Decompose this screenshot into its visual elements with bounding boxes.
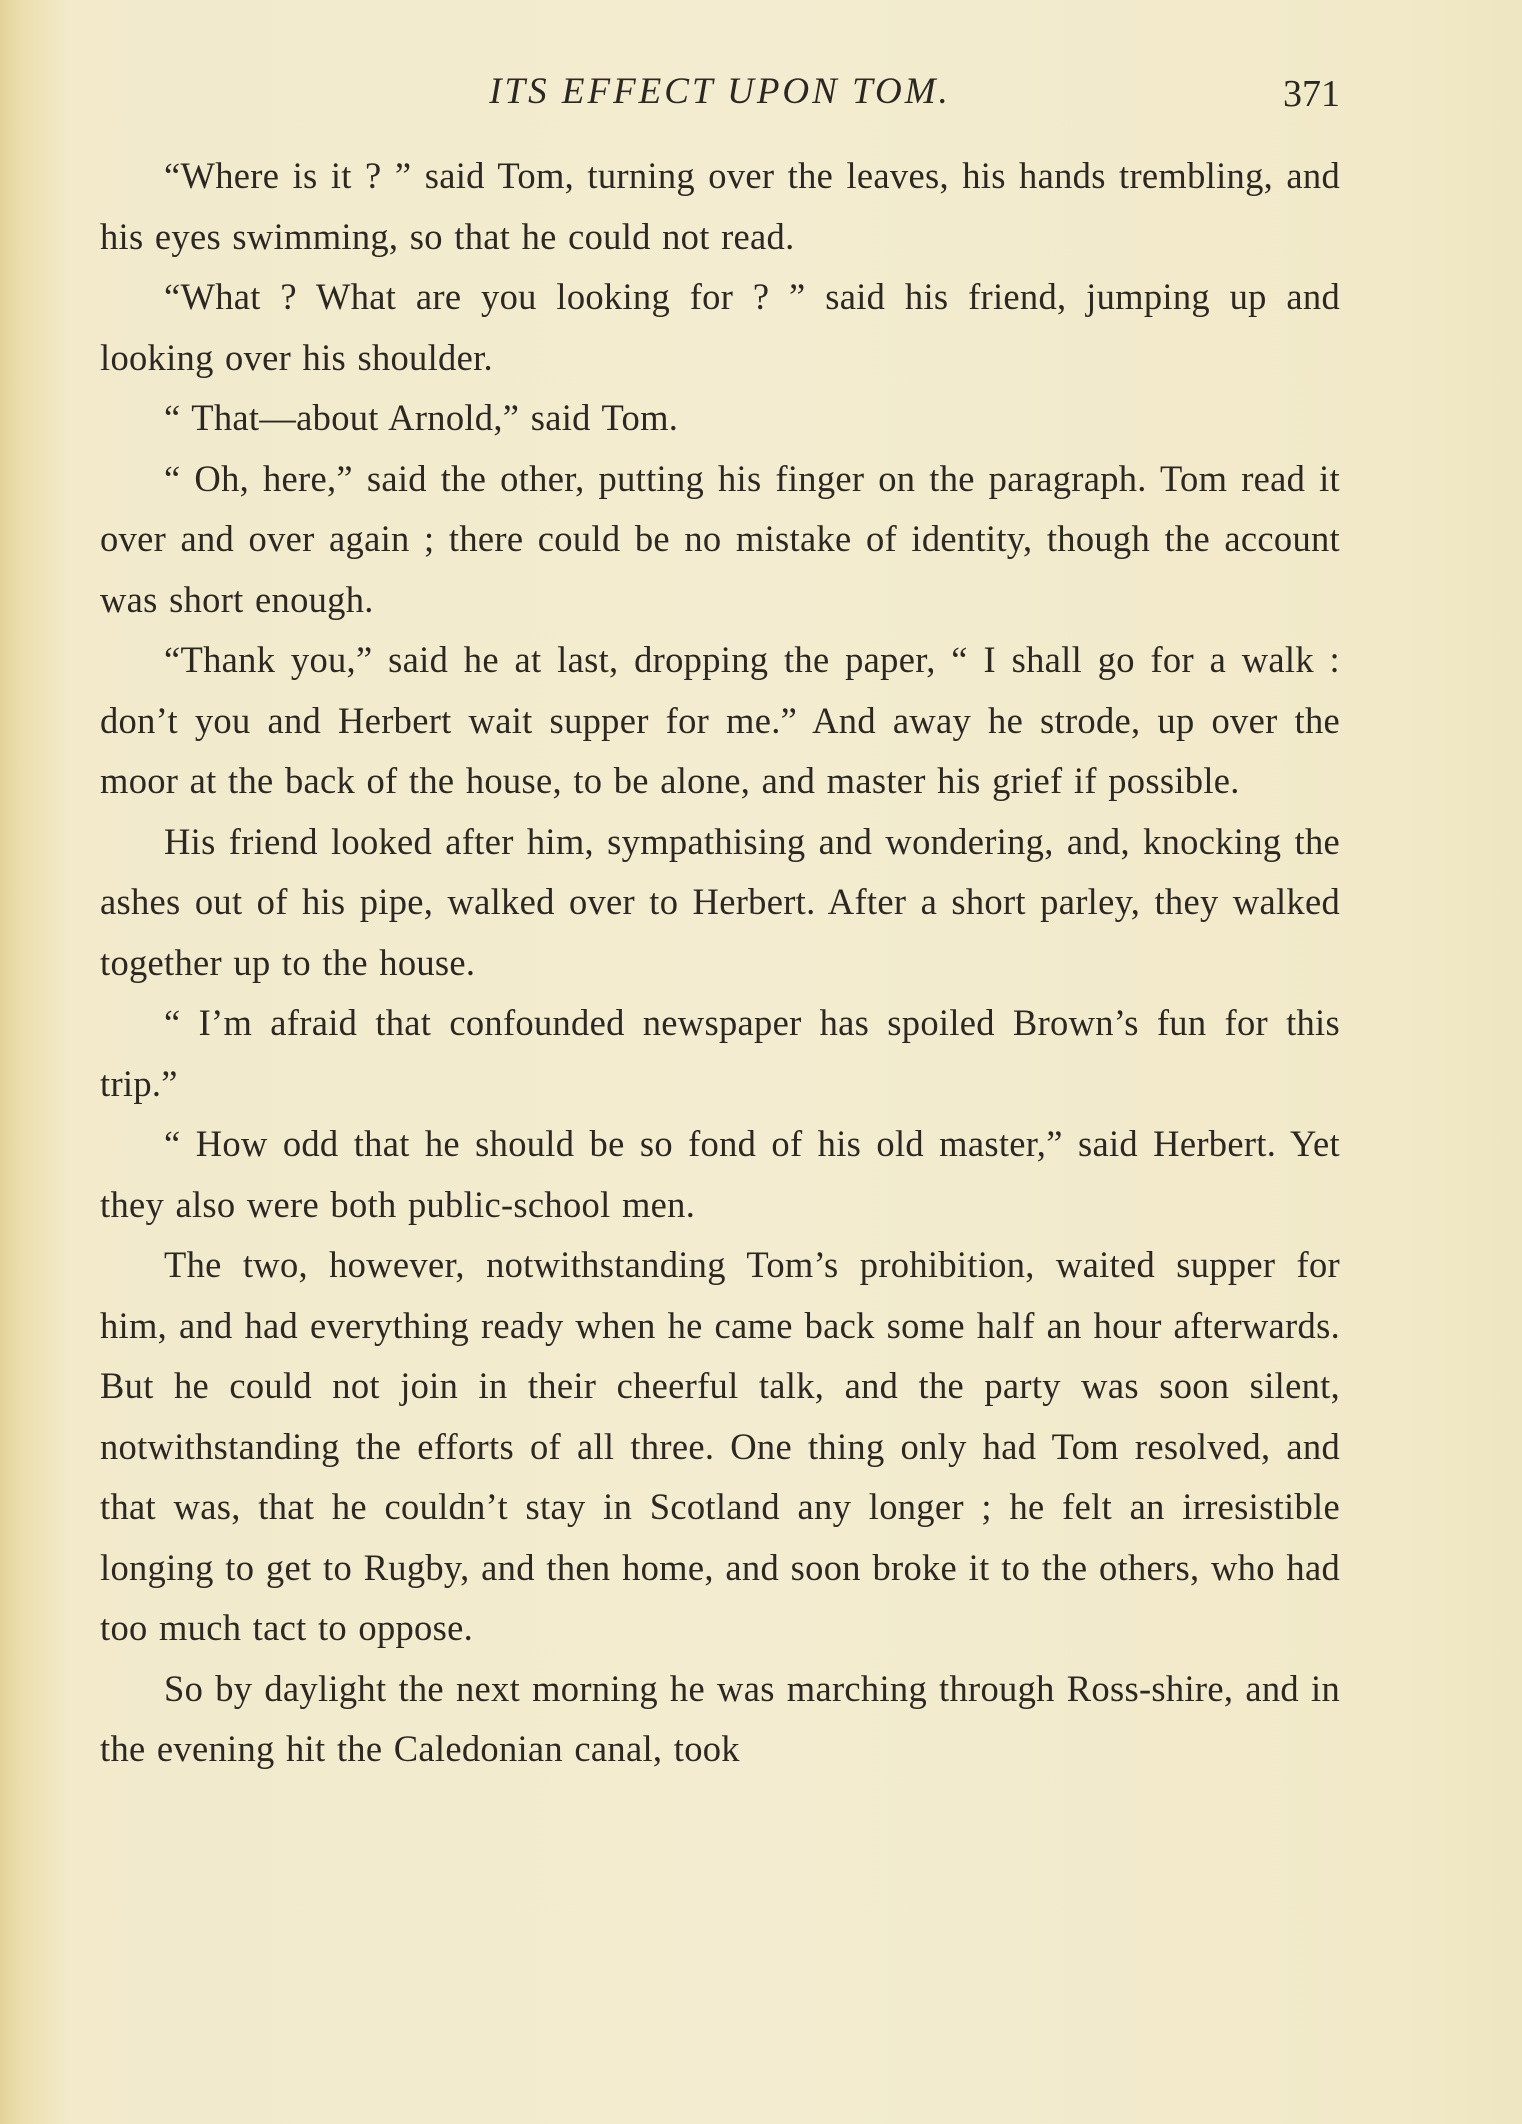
paragraph: “ That—about Arnold,” said Tom. [164, 397, 679, 438]
page-header [100, 66, 1340, 126]
paragraph: “ I’m afraid that confounded newspaper has spoiled Brown’s fun for this trip.” [100, 1002, 1340, 1104]
page-number: 371 [1283, 73, 1340, 115]
paragraph: “ Oh, here,” said the other, putting his finger on the paragraph. Tom read it over and over again ; there could be no mistake of identity, though the account was short enough. [100, 457, 1340, 620]
paragraph: “What ? What are you looking for ? ” said his friend, jumping up and looking over his shoulder. [100, 276, 1340, 378]
paragraph: “Where is it ? ” said Tom, turning over the leaves, his hands trembling, and his eyes swimming, so that he could not read. [100, 155, 1340, 257]
running-head: ITS EFFECT UPON TOM. [489, 71, 951, 112]
paragraph: So by daylight the next morning he was marching through Ross-shire, and in the evening hit the Caledonian canal, took [100, 1667, 1340, 1769]
paragraph: His friend looked after him, sympathising and wondering, and, knocking the ashes out of his pipe, walked over to Herbert. After a short parley, they walked together up to the house. [100, 820, 1340, 983]
paragraph: “ How odd that he should be so fond of his old master,” said Herbert. Yet they also were both public-school men. [100, 1123, 1340, 1225]
paragraph: “Thank you,” said he at last, dropping the paper, “ I shall go for a walk : don’t you and Herbert wait supper for me.” And away he strode, up over the moor at the back of the house, to be alone, and master his grief if possible. [100, 639, 1340, 801]
paragraph: The two, however, notwithstanding Tom’s prohibition, waited supper for him, and had everything ready when he came back some half an hour afterwards. But he could not join in their cheerful talk, and the party was soon silent, notwithstanding the efforts of all three. One thing only had Tom resolved, and that was, that he couldn’t stay in Scotland any longer ; he felt an irresistible longing to get to Rugby, and then home, and soon broke it to the others, who had too much tact to oppose. [100, 1244, 1340, 1648]
body-text [100, 146, 1340, 1780]
